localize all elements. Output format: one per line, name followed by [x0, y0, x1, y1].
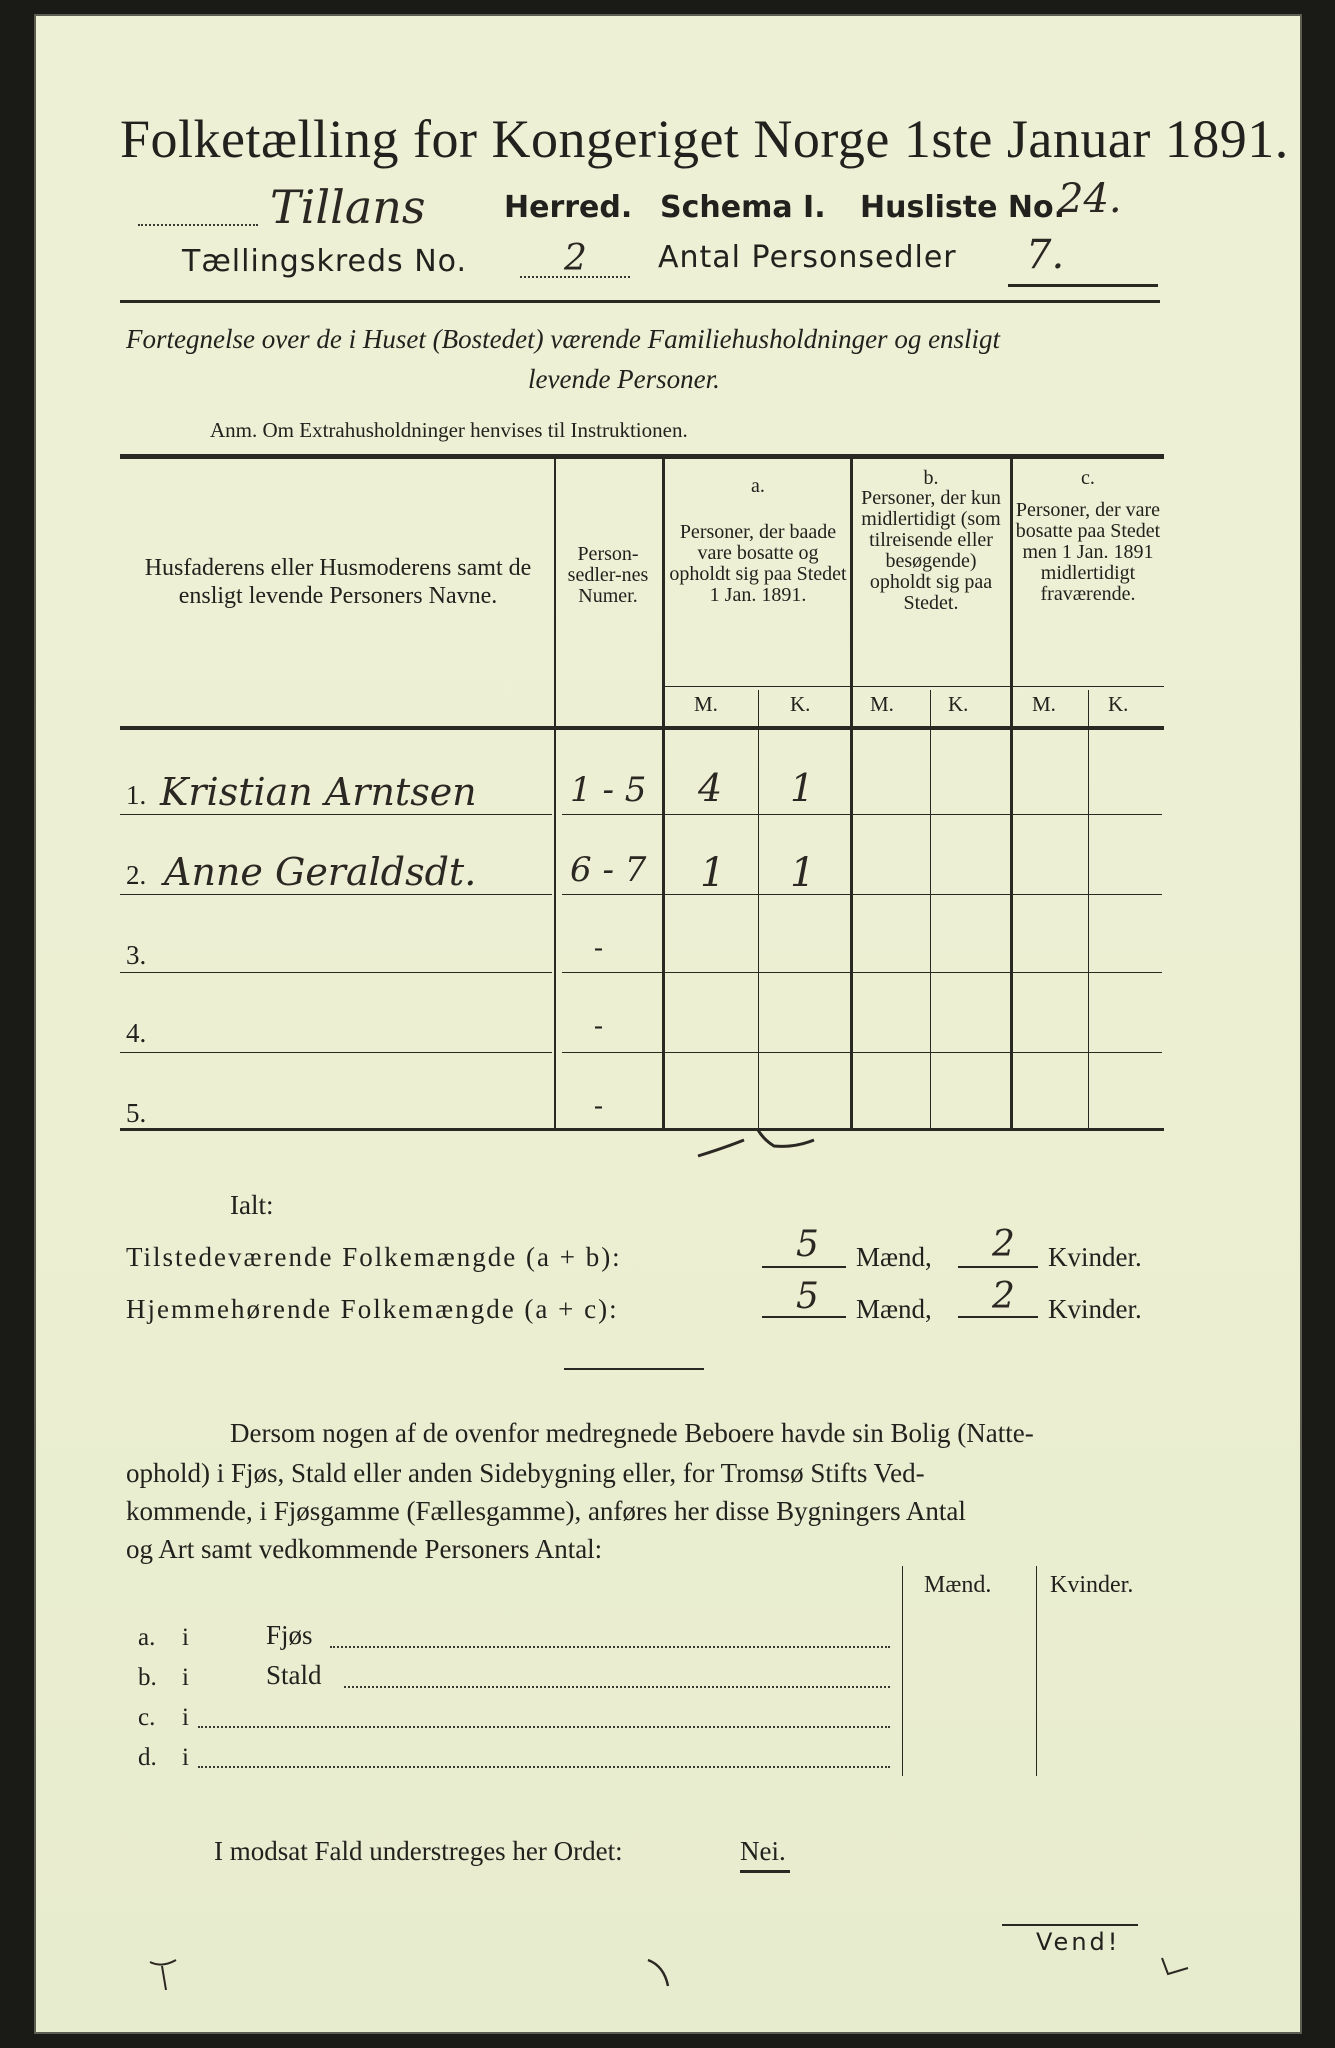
tilstede-label: Tilstedeværende Folkemængde (a + b): [126, 1242, 622, 1272]
row-1-a-m: 4 [698, 766, 723, 810]
antal-underline [1008, 284, 1158, 287]
item-a-letter: a. [138, 1624, 156, 1651]
kreds-value: 2 [564, 238, 587, 279]
row-2-a-m: 1 [700, 850, 726, 896]
anm-note: Anm. Om Extrahusholdninger henvises til Instruktionen. [210, 418, 688, 442]
header-c-m: M. [1032, 692, 1056, 716]
header-b-text: Personer, der kun midlertidigt (som tilreisende eller besøgende) opholdt sig paa Stedet. [861, 487, 1001, 614]
intro-line-2: levende Personer. [528, 364, 720, 394]
header-numbers: Person-sedler-nes Numer. [567, 543, 649, 607]
antal-value: 7. [1026, 232, 1065, 278]
header-b-m: M. [870, 692, 894, 716]
hjemme-k-value: 2 [992, 1276, 1015, 1317]
tilstede-kvinder: Kvinder. [1048, 1242, 1142, 1272]
row-1-number: 1. [126, 780, 147, 810]
header-b-letter: b. [923, 467, 939, 489]
row-5-sedler: - [594, 1090, 603, 1120]
item-b-dots [344, 1686, 890, 1688]
item-d-letter: d. [138, 1744, 157, 1771]
row-5-number: 5. [126, 1098, 147, 1128]
intro-line-1: Fortegnelse over de i Huset (Bostedet) værende Familiehusholdninger og ensligt [126, 324, 1001, 354]
nei-word: Nei. [740, 1836, 786, 1866]
hjemme-maend: Mænd, [856, 1294, 932, 1324]
section-divider [564, 1368, 704, 1370]
hjemme-kvinder: Kvinder. [1048, 1294, 1142, 1324]
center-mark [642, 1956, 682, 1996]
mk-subheader-rule [664, 686, 1164, 687]
row-2-data-rule [562, 894, 1162, 895]
buildings-col-rule-2 [1036, 1566, 1037, 1776]
header-a-letter: a. [751, 475, 765, 497]
row-2-number: 2. [126, 860, 147, 890]
header-c-text: Personer, der vare bosatte paa Stedet men 1 Jan. 1891 midlertidigt fraværende. [1015, 499, 1161, 605]
tilstede-k-line [958, 1266, 1038, 1268]
herred-value: Tillans [270, 180, 426, 234]
col-rule-a-mk [758, 690, 759, 1128]
row-4-data-rule [562, 1052, 1162, 1053]
tilstede-m-line [762, 1266, 846, 1268]
hjemme-m-value: 5 [796, 1276, 819, 1317]
kreds-label: Tællingskreds No. [182, 244, 467, 279]
row-2-name: Anne Geraldsdt. [164, 850, 477, 894]
row-3-number: 3. [126, 940, 147, 970]
col-rule-c-mk [1088, 690, 1089, 1128]
header-names: Husfaderens eller Husmoderens samt de ensligt levende Personers Navne. [144, 555, 532, 609]
modsat-text: I modsat Fald understreges her Ordet: [214, 1836, 623, 1866]
row-4-sedler: - [594, 1010, 603, 1040]
husliste-label: Husliste No. [860, 190, 1065, 225]
item-c-i: i [182, 1704, 189, 1731]
buildings-line-2: ophold) i Fjøs, Stald eller anden Sidebygning eller, for Tromsø Stifts Ved- [126, 1458, 925, 1488]
vend-rule [1002, 1924, 1138, 1926]
buildings-line-3: kommende, i Fjøsgamme (Fællesgamme), anføres her disse Bygningers Antal [126, 1496, 966, 1526]
corner-mark-left [146, 1956, 186, 1996]
item-b-label: Stald [266, 1660, 322, 1690]
col-rule-numbers [554, 458, 556, 1128]
col-rule-b-mk [930, 690, 931, 1128]
buildings-line-1: Dersom nogen af de ovenfor medregnede Beboere havde sin Bolig (Natte- [230, 1418, 1034, 1448]
col-rule-b [850, 458, 853, 1128]
row-2-sedler: 6 - 7 [570, 850, 647, 890]
row-1-sedler: 1 - 5 [570, 770, 647, 810]
herred-dots [138, 224, 258, 226]
row-4-number: 4. [126, 1018, 147, 1048]
buildings-line-4: og Art samt vedkommende Personers Antal: [126, 1534, 603, 1564]
item-a-i: i [182, 1624, 189, 1651]
header-c-letter: c. [1081, 467, 1095, 489]
form-title: Folketælling for Kongeriget Norge 1ste Januar 1891. [120, 109, 1289, 169]
tilstede-k-value: 2 [992, 1224, 1015, 1265]
buildings-col-maend: Mænd. [924, 1572, 992, 1598]
header-a-k: K. [790, 692, 811, 716]
nei-underline [740, 1870, 790, 1873]
ialt-label: Ialt: [230, 1190, 274, 1220]
corner-mark-right [1158, 1954, 1198, 1984]
col-rule-c [1010, 458, 1013, 1128]
vend-label: Vend! [1036, 1928, 1121, 1956]
tilstede-maend: Mænd, [856, 1242, 932, 1272]
row-1-a-k: 1 [790, 766, 815, 810]
item-c-letter: c. [138, 1704, 156, 1731]
table-top-rule [120, 454, 1164, 459]
item-b-i: i [182, 1664, 189, 1691]
item-a-dots [330, 1646, 890, 1648]
schema-label: Schema I. [660, 190, 826, 225]
row-1-data-rule [562, 814, 1162, 815]
pen-mark [694, 1126, 834, 1166]
tilstede-m-value: 5 [796, 1224, 819, 1265]
row-3-rule [120, 972, 552, 973]
item-d-dots [198, 1766, 890, 1768]
header-rule [120, 300, 1160, 303]
header-a-m: M. [694, 692, 718, 716]
table-bottom-rule [120, 1128, 1164, 1131]
hjemme-label: Hjemmehørende Folkemængde (a + c): [126, 1294, 619, 1324]
row-2-a-k: 1 [790, 850, 816, 896]
header-a-text: Personer, der baade vare bosatte og opholdt sig paa Stedet 1 Jan. 1891. [669, 521, 847, 606]
header-b-k: K. [948, 692, 969, 716]
header-c-k: K. [1108, 692, 1129, 716]
row-1-name: Kristian Arntsen [160, 770, 477, 814]
item-a-label: Fjøs [266, 1620, 313, 1650]
col-rule-a [662, 458, 665, 1128]
row-2-rule [120, 894, 552, 895]
row-3-data-rule [562, 972, 1162, 973]
census-form-page [34, 14, 1302, 2034]
herred-label: Herred. [504, 190, 633, 225]
item-b-letter: b. [138, 1664, 157, 1691]
table-header-rule [120, 726, 1164, 730]
row-1-rule [120, 814, 552, 815]
row-3-sedler: - [594, 932, 603, 962]
item-d-i: i [182, 1744, 189, 1771]
buildings-col-kvinder: Kvinder. [1050, 1572, 1134, 1598]
buildings-col-rule-1 [902, 1566, 903, 1776]
item-c-dots [198, 1726, 890, 1728]
antal-label: Antal Personsedler [658, 240, 957, 275]
row-4-rule [120, 1052, 552, 1053]
husliste-value: 24. [1058, 176, 1122, 222]
